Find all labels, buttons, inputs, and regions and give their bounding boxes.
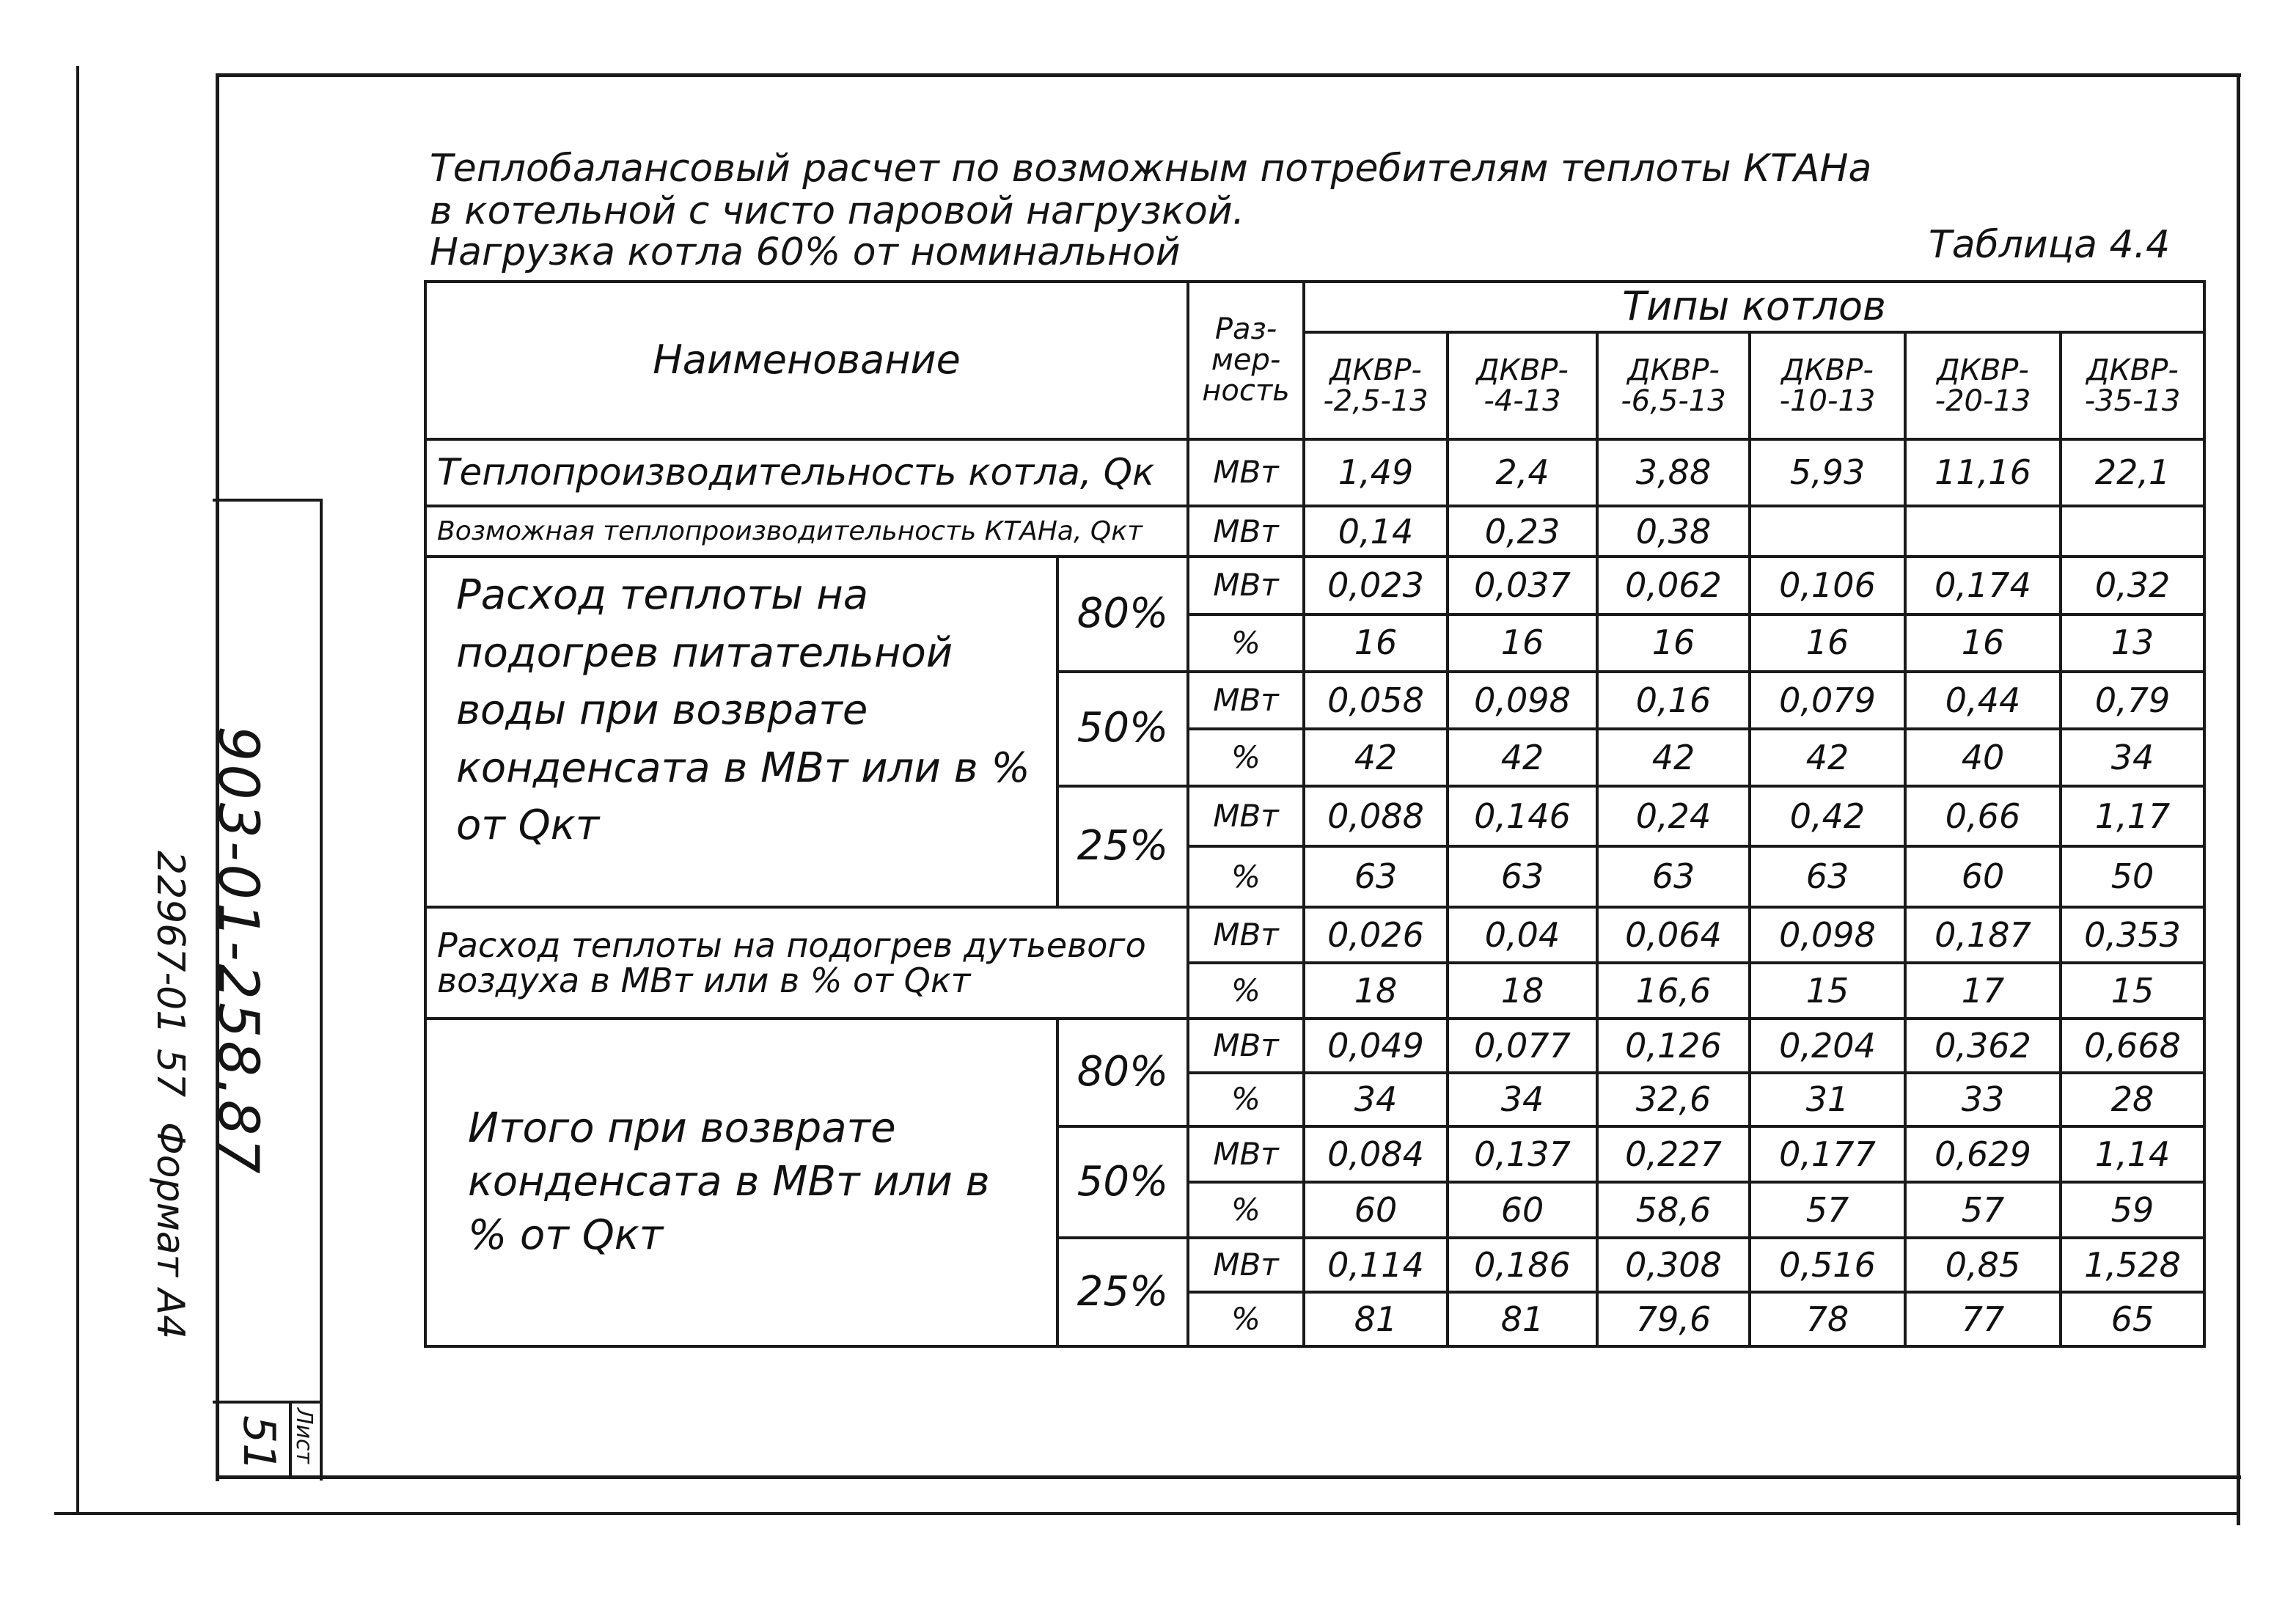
- cell-value: 0,023: [1304, 557, 1448, 614]
- cell-value: 18: [1304, 963, 1448, 1019]
- cell-value: 81: [1448, 1292, 1597, 1346]
- frame-right: [2237, 73, 2240, 1525]
- cell-value: 0,16: [1597, 672, 1750, 729]
- cell-value: 16: [1304, 615, 1448, 672]
- cell-value: 57: [1750, 1182, 1905, 1238]
- cell-value: 0,362: [1905, 1019, 2061, 1073]
- header-boiler-types: Типы котлов: [1304, 282, 2204, 332]
- cell-value: 0,44: [1905, 672, 2061, 729]
- unit-percent: %: [1188, 1182, 1304, 1238]
- sheet-number: 57: [148, 1049, 192, 1098]
- unit-mw: МВт: [1188, 1019, 1304, 1073]
- cell-value: 60: [1304, 1182, 1448, 1238]
- cell-value: 0,064: [1597, 907, 1750, 963]
- header-unit: Раз- мер- ность: [1188, 282, 1304, 439]
- sheet-value: 51: [233, 1415, 285, 1472]
- cell-value: 0,037: [1448, 557, 1597, 614]
- heat-balance-table: [424, 280, 2206, 1348]
- cell-value: 16: [1597, 615, 1750, 672]
- cell-value: [2061, 506, 2204, 557]
- heading-line-1: Теплобалансовый расчет по возможным потребителям теплоты КТАНа: [430, 147, 1872, 191]
- cell-value: 78: [1750, 1292, 1905, 1346]
- cell-value: 0,106: [1750, 557, 1905, 614]
- total-pct-80: 80%: [1057, 1019, 1188, 1127]
- cell-value: 0,629: [1905, 1126, 2061, 1182]
- cell-value: 5,93: [1750, 439, 1905, 506]
- sheet-box-top: [213, 1401, 320, 1404]
- cell-value: 0,187: [1905, 907, 2061, 963]
- cell-value: 63: [1304, 846, 1448, 906]
- unit-percent: %: [1188, 1073, 1304, 1127]
- table-reference: Таблица 4.4: [1929, 223, 2171, 267]
- cell-value: 0,42: [1750, 786, 1905, 846]
- sheet-label: Лист: [291, 1408, 317, 1464]
- cell-value: 13: [2061, 615, 2204, 672]
- row-ktan-label: Возможная теплопроизводительность КТАНа, Qкт: [425, 506, 1188, 557]
- cell-value: 65: [2061, 1292, 2204, 1346]
- cell-value: 0,058: [1304, 672, 1448, 729]
- cell-value: 59: [2061, 1182, 2204, 1238]
- feedwater-pct-25: 25%: [1057, 786, 1188, 907]
- cell-value: [1750, 506, 1905, 557]
- cell-value: 0,14: [1304, 506, 1448, 557]
- unit-percent: %: [1188, 729, 1304, 786]
- unit-mw: МВт: [1188, 672, 1304, 729]
- cell-value: 0,186: [1448, 1238, 1597, 1292]
- cell-value: 18: [1448, 963, 1597, 1019]
- cell-value: 15: [1750, 963, 1905, 1019]
- cell-value: 1,49: [1304, 439, 1448, 506]
- header-name: Наименование: [425, 282, 1188, 439]
- unit-percent: %: [1188, 1292, 1304, 1346]
- unit-mw: МВт: [1188, 907, 1304, 963]
- frame-bottom-inner: [217, 1475, 2241, 1479]
- cell-value: 1,528: [2061, 1238, 2204, 1292]
- cell-value: 1,14: [2061, 1126, 2204, 1182]
- cell-value: 34: [1304, 1073, 1448, 1127]
- cell-value: 60: [1448, 1182, 1597, 1238]
- cell-value: 0,098: [1750, 907, 1905, 963]
- cell-value: 42: [1750, 729, 1905, 786]
- cell-value: 42: [1304, 729, 1448, 786]
- cell-value: 16: [1905, 615, 2061, 672]
- cell-value: 31: [1750, 1073, 1905, 1127]
- cell-value: 50: [2061, 846, 2204, 906]
- cell-value: 22,1: [2061, 439, 2204, 506]
- unit-percent: %: [1188, 615, 1304, 672]
- unit-mw: МВт: [1188, 557, 1304, 614]
- cell-value: 0,137: [1448, 1126, 1597, 1182]
- unit-mw: МВт: [1188, 1238, 1304, 1292]
- row-capacity-unit: МВт: [1188, 439, 1304, 506]
- unit-mw: МВт: [1188, 1126, 1304, 1182]
- cell-value: 57: [1905, 1182, 2061, 1238]
- air-label: Расход теплоты на подогрев дутьевого воздуха в МВт или в % от Qкт: [425, 907, 1188, 1019]
- cell-value: 42: [1448, 729, 1597, 786]
- cell-value: 0,24: [1597, 786, 1750, 846]
- cell-value: 0,146: [1448, 786, 1597, 846]
- cell-value: 63: [1750, 846, 1905, 906]
- cell-value: 0,062: [1597, 557, 1750, 614]
- header-boiler-1: ДКВР- -2,5-13: [1304, 332, 1448, 439]
- cell-value: 0,308: [1597, 1238, 1750, 1292]
- cell-value: 15: [2061, 963, 2204, 1019]
- frame-outer-left: [76, 66, 79, 1514]
- cell-value: 0,353: [2061, 907, 2204, 963]
- feedwater-label: Расход теплоты на подогрев питательной воды при возврате конденсата в МВт или в % от Qкт: [425, 557, 1057, 906]
- cell-value: 0,114: [1304, 1238, 1448, 1292]
- header-boiler-5: ДКВР- -20-13: [1905, 332, 2061, 439]
- unit-percent: %: [1188, 846, 1304, 906]
- cell-value: 77: [1905, 1292, 2061, 1346]
- cell-value: 16,6: [1597, 963, 1750, 1019]
- cell-value: 0,174: [1905, 557, 2061, 614]
- cell-value: 0,077: [1448, 1019, 1597, 1073]
- total-pct-25: 25%: [1057, 1238, 1188, 1346]
- cell-value: 79,6: [1597, 1292, 1750, 1346]
- heading-line-2: в котельной с чисто паровой нагрузкой.: [430, 189, 1245, 233]
- cell-value: 63: [1448, 846, 1597, 906]
- header-boiler-3: ДКВР- -6,5-13: [1597, 332, 1750, 439]
- cell-value: 0,079: [1750, 672, 1905, 729]
- cell-value: 0,32: [2061, 557, 2204, 614]
- cell-value: 33: [1905, 1073, 2061, 1127]
- header-boiler-4: ДКВР- -10-13: [1750, 332, 1905, 439]
- unit-percent: %: [1188, 963, 1304, 1019]
- total-pct-50: 50%: [1057, 1126, 1188, 1238]
- cell-value: [1905, 506, 2061, 557]
- feedwater-pct-50: 50%: [1057, 672, 1188, 786]
- cell-value: 40: [1905, 729, 2061, 786]
- cell-value: 3,88: [1597, 439, 1750, 506]
- cell-value: 81: [1304, 1292, 1448, 1346]
- feedwater-pct-80: 80%: [1057, 557, 1188, 671]
- cell-value: 28: [2061, 1073, 2204, 1127]
- frame-top: [217, 73, 2241, 77]
- cell-value: 32,6: [1597, 1073, 1750, 1127]
- cell-value: 42: [1597, 729, 1750, 786]
- row-ktan-unit: МВт: [1188, 506, 1304, 557]
- inventory-code: 22967-01: [148, 851, 192, 1035]
- cell-value: 0,04: [1448, 907, 1597, 963]
- cell-value: 0,85: [1905, 1238, 2061, 1292]
- total-label: Итого при возврате конденсата в МВт или в % от Qкт: [425, 1019, 1057, 1346]
- heading-line-3: Нагрузка котла 60% от номинальной: [430, 230, 1181, 274]
- cell-value: 34: [2061, 729, 2204, 786]
- cell-value: 0,177: [1750, 1126, 1905, 1182]
- cell-value: 0,084: [1304, 1126, 1448, 1182]
- format-label: Формат А4: [148, 1122, 192, 1340]
- document-code: 903-01-258.87: [206, 726, 271, 1177]
- header-boiler-2: ДКВР- -4-13: [1448, 332, 1597, 439]
- cell-value: 0,088: [1304, 786, 1448, 846]
- cell-value: 0,668: [2061, 1019, 2204, 1073]
- cell-value: 0,049: [1304, 1019, 1448, 1073]
- cell-value: 34: [1448, 1073, 1597, 1127]
- header-boiler-6: ДКВР- -35-13: [2061, 332, 2204, 439]
- cell-value: 0,23: [1448, 506, 1597, 557]
- cell-value: 0,026: [1304, 907, 1448, 963]
- row-capacity-label: Теплопроизводительность котла, Qк: [425, 439, 1188, 506]
- cell-value: 0,79: [2061, 672, 2204, 729]
- frame-outer-bottom: [54, 1512, 2240, 1515]
- cell-value: 60: [1905, 846, 2061, 906]
- cell-value: 0,204: [1750, 1019, 1905, 1073]
- cell-value: 1,17: [2061, 786, 2204, 846]
- unit-mw: МВт: [1188, 786, 1304, 846]
- cell-value: 17: [1905, 963, 2061, 1019]
- cell-value: 0,098: [1448, 672, 1597, 729]
- cell-value: 11,16: [1905, 439, 2061, 506]
- cell-value: 63: [1597, 846, 1750, 906]
- cell-value: 58,6: [1597, 1182, 1750, 1238]
- cell-value: 0,38: [1597, 506, 1750, 557]
- cell-value: 2,4: [1448, 439, 1597, 506]
- cell-value: 0,126: [1597, 1019, 1750, 1073]
- cell-value: 0,66: [1905, 786, 2061, 846]
- cell-value: 0,516: [1750, 1238, 1905, 1292]
- cell-value: 16: [1448, 615, 1597, 672]
- cell-value: 0,227: [1597, 1126, 1750, 1182]
- cell-value: 16: [1750, 615, 1905, 672]
